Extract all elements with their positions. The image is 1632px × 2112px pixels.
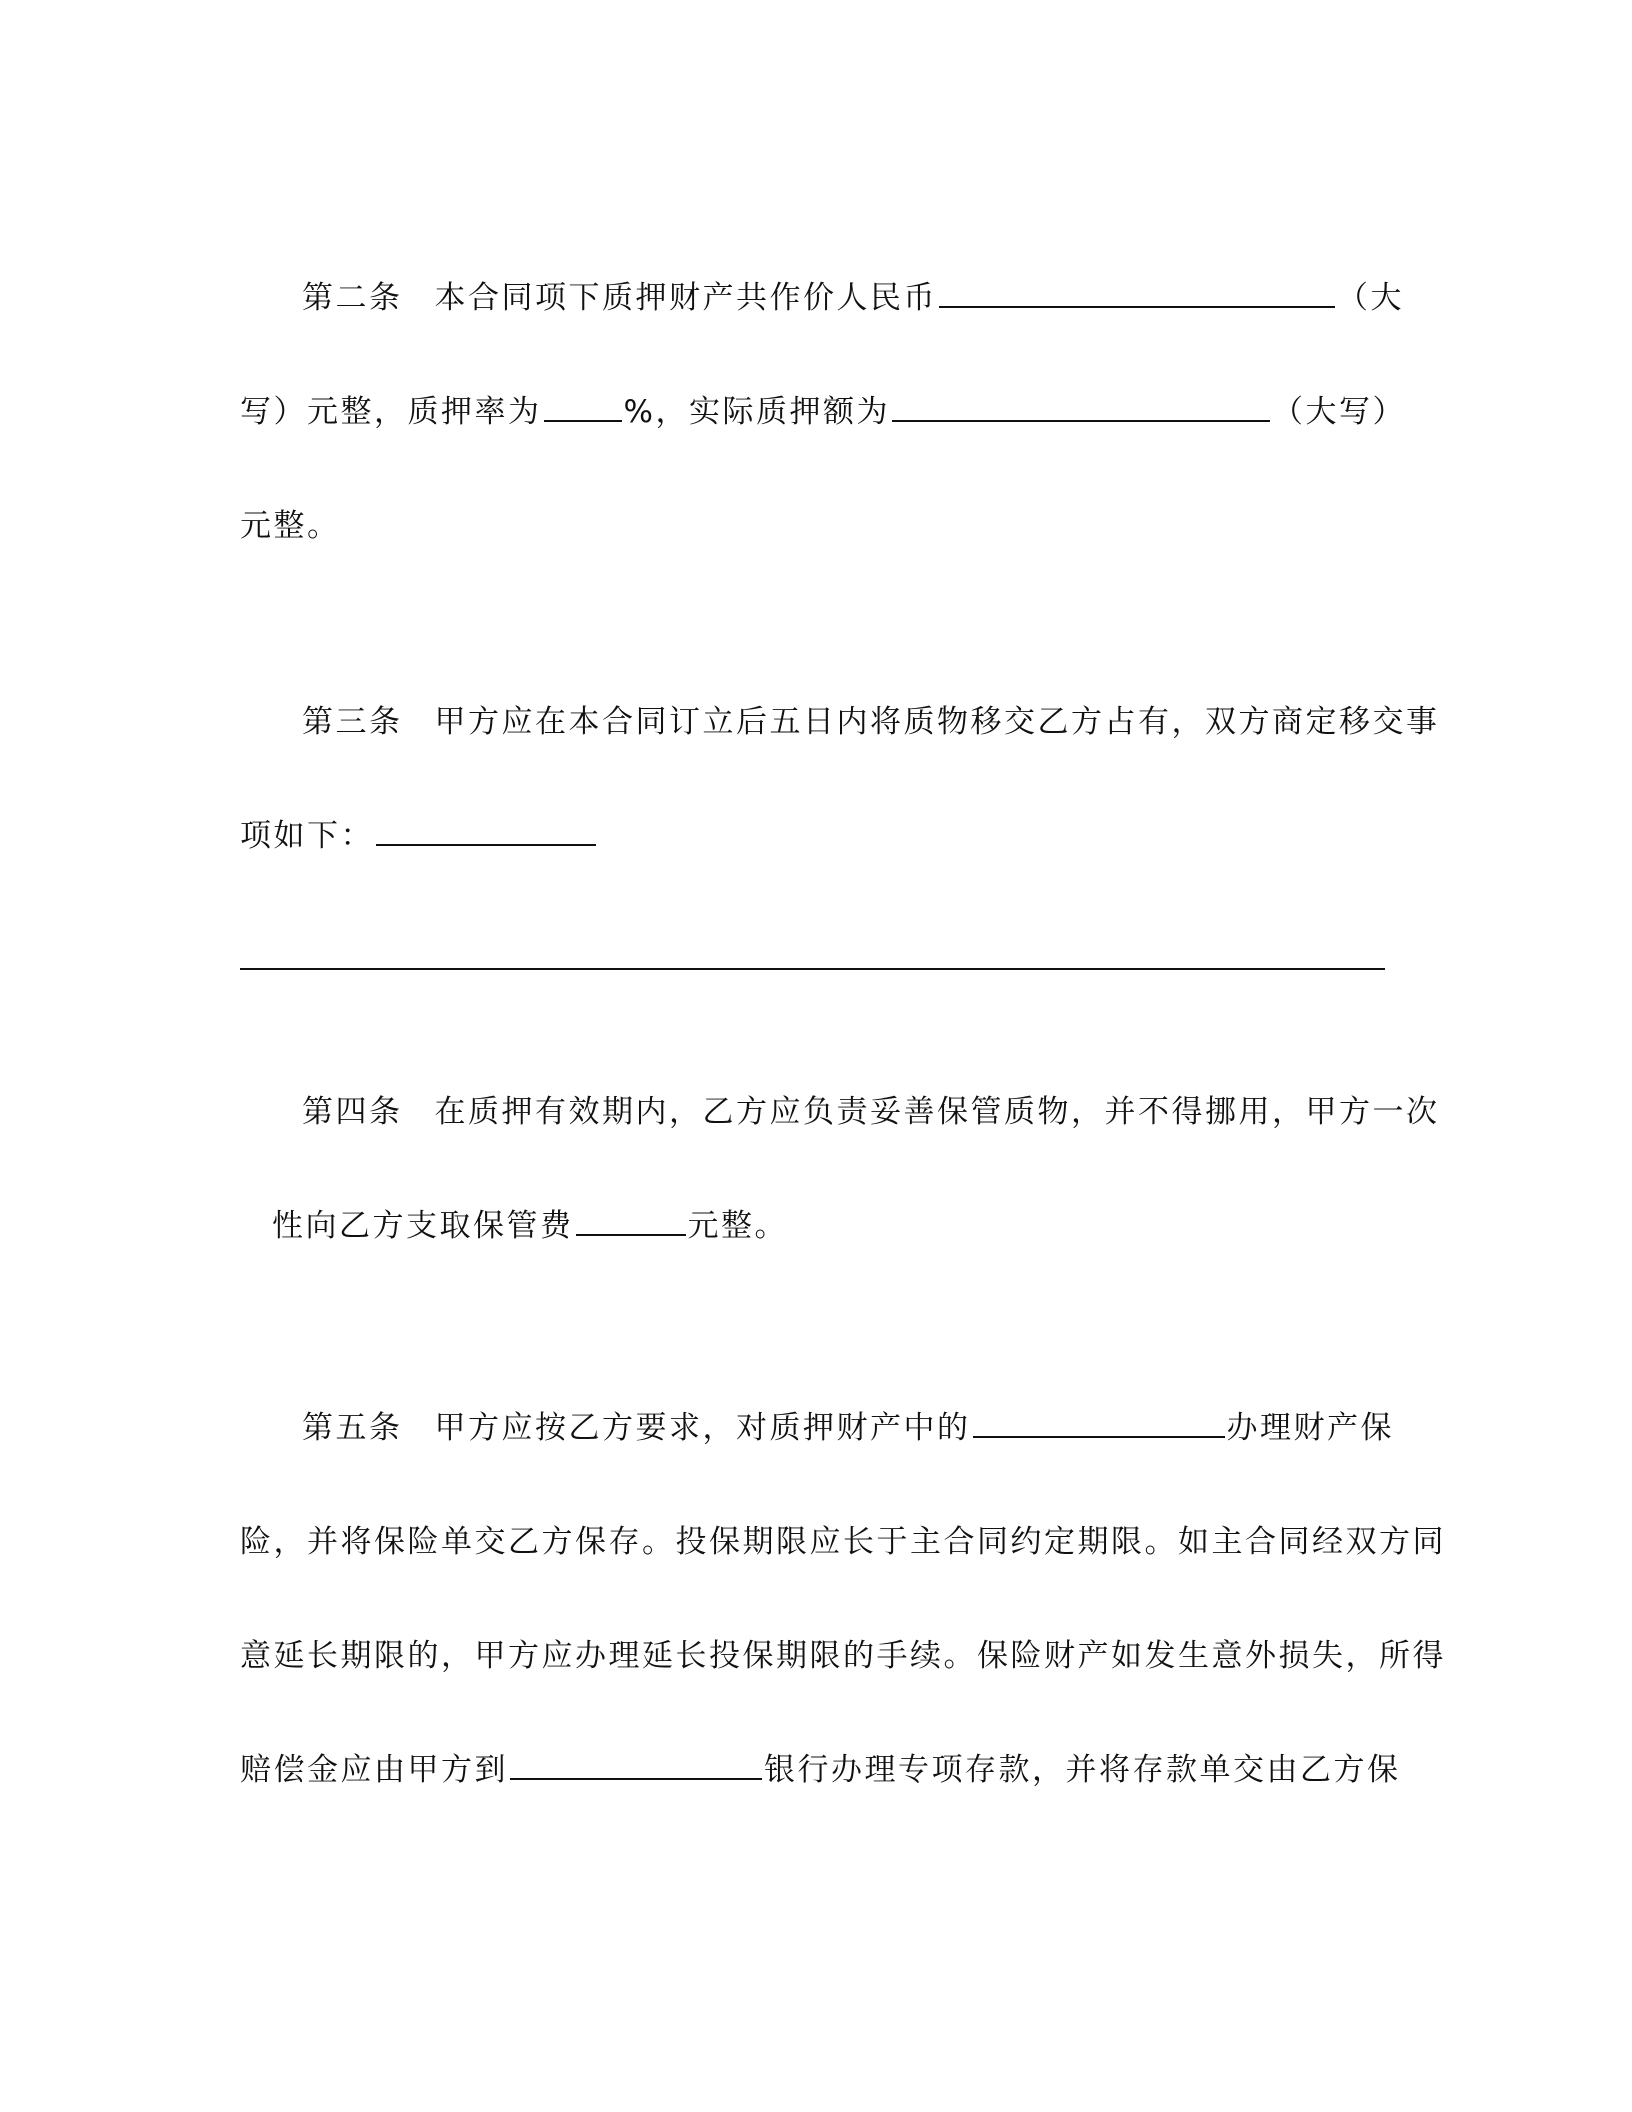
article-5-line-3 xyxy=(240,1636,1446,1676)
article-3-line-2 xyxy=(240,816,598,856)
article-3-label: 第三条 xyxy=(302,704,403,740)
article-5-line-3-text: 意延长期限的，甲方应办理延长投保期限的手续。保险财产如发生意外损失，所得 xyxy=(240,1638,1446,1674)
article-2-text: 本合同项下质押财产共作价人民币 xyxy=(434,280,937,316)
article-2-line-2 xyxy=(240,392,1406,432)
article-3-line-1 xyxy=(302,702,1440,742)
article-5-line-4 xyxy=(240,1750,1401,1790)
article-3-text: 甲方应在本合同订立后五日内将质物移交乙方占有，双方商定移交事 xyxy=(434,704,1440,740)
transfer-matters-blank-field[interactable] xyxy=(376,816,596,846)
article-5-line-2 xyxy=(240,1522,1446,1562)
article-5-line-1 xyxy=(302,1408,1394,1448)
article-2-line-3 xyxy=(240,506,341,546)
valuation-blank-field[interactable] xyxy=(939,278,1335,308)
article-4-line-1 xyxy=(302,1092,1440,1132)
article-3-line-2-start: 项如下： xyxy=(240,818,374,854)
transfer-matters-full-line[interactable] xyxy=(240,968,1385,970)
article-2-line-2-end: （大写） xyxy=(1271,394,1406,430)
pledge-rate-blank-field[interactable] xyxy=(544,392,622,422)
article-2-line-2-middle: %，实际质押额为 xyxy=(623,394,890,430)
article-4-text: 在质押有效期内，乙方应负责妥善保管质物，并不得挪用，甲方一次 xyxy=(434,1094,1440,1130)
article-5-line-4-end: 银行办理专项存款，并将存款单交由乙方保 xyxy=(764,1752,1401,1788)
storage-fee-blank-field[interactable] xyxy=(576,1206,686,1236)
article-4-label: 第四条 xyxy=(302,1094,403,1130)
article-2-label: 第二条 xyxy=(302,280,403,316)
article-2-line-1 xyxy=(302,278,1404,318)
article-5-text: 甲方应按乙方要求，对质押财产中的 xyxy=(434,1410,971,1446)
article-2-line-2-start: 写）元整，质押率为 xyxy=(240,394,542,430)
insured-property-blank-field[interactable] xyxy=(973,1408,1225,1438)
article-4-line-2-end: 元整。 xyxy=(687,1208,788,1244)
article-5-line-2-text: 险，并将保险单交乙方保存。投保期限应长于主合同约定期限。如主合同经双方同 xyxy=(240,1524,1446,1560)
article-2-line-1-end: （大 xyxy=(1337,280,1404,316)
article-2-line-3-text: 元整。 xyxy=(240,508,341,544)
article-5-label: 第五条 xyxy=(302,1410,403,1446)
actual-pledge-amount-blank-field[interactable] xyxy=(892,392,1270,422)
bank-name-blank-field[interactable] xyxy=(510,1750,762,1780)
article-4-line-2 xyxy=(272,1206,788,1246)
article-5-line-1-end: 办理财产保 xyxy=(1226,1410,1394,1446)
article-4-line-2-start: 性向乙方支取保管费 xyxy=(272,1208,574,1244)
article-5-line-4-start: 赔偿金应由甲方到 xyxy=(240,1752,508,1788)
